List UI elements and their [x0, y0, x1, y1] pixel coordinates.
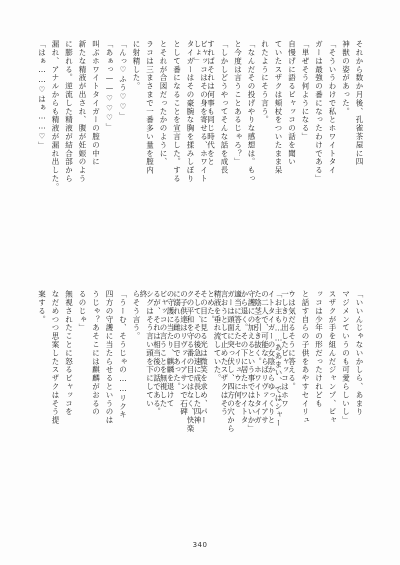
text-line: 叫ぶホワイトタイガーの膣の中に — [91, 40, 101, 166]
text-line: その目に見る光は微笑を求め、パー — [199, 290, 209, 425]
text-line: 「はぁ……♡はぁ……♡」 — [37, 40, 47, 150]
text-line: うじゃ？あそこには麒麟がおるの — [91, 290, 101, 416]
text-line: ガーは最強の番になったわけである」 — [314, 40, 324, 183]
text-line: 漏れ、アナルからも精液が漏れ出した。 — [51, 40, 60, 192]
text-line: の二人で、可能ならばリヴァイアサ — [260, 290, 270, 425]
text-line: らそう言う。 — [132, 290, 141, 341]
text-line: 案する。 — [37, 290, 47, 324]
text-line: ラコは三まさまで一番多い量を膣内 — [145, 40, 155, 175]
text-line: イトタイガーの女陰からゆっくりと — [267, 290, 276, 425]
text-line: 一しきり出したビャッコはホワ — [280, 290, 290, 408]
page-number: 340 — [192, 541, 208, 549]
text-line: から退く。その下に居たホワイトタ — [240, 290, 249, 425]
text-line: なだめつつ思案したスザクはそう提 — [51, 290, 60, 425]
text-line: 守護にの加えるという事ではないか」 — [247, 290, 256, 433]
text-line: 言おうとして止めたスザクはそう — [220, 290, 229, 416]
text-line: 「お主も……ああまい、ではシャー — [274, 290, 283, 428]
text-line: 神獣の姿があった。 — [341, 40, 351, 116]
text-line: ビャッコの言うことを無視した — [159, 290, 168, 408]
text-line: 「んっ♡ふう♡♡」 — [118, 40, 128, 121]
text-line: 新たな精液が出され、腹が妊娠のよう — [78, 40, 87, 183]
text-line: 「いいんじゃないかしら、あまり — [355, 290, 364, 416]
text-line: と話す自らの子供をあやすセイリュ — [301, 290, 310, 425]
text-line: タイガーはその豪腕な胸を揉みしぼり — [186, 40, 195, 183]
text-line: ビャッコはその身を寄せる、ホワイト — [199, 40, 209, 183]
text-line: の守護に当たり、麒麟を退けて — [166, 290, 175, 408]
text-line: 「うーむ、そうじゃの……リクキ — [118, 290, 128, 419]
text-line: ウは気だるそうに答える。 — [287, 290, 297, 391]
text-line: 「そういうわけで私とホワイトタイ — [328, 40, 337, 175]
text-line: に溺れる雌の目であった。 — [172, 290, 182, 391]
text-line: た陰茎を引き抜く。ホワイトタイガ — [253, 290, 263, 425]
text-line: クの平和を守る番の目ではなく、快楽 — [186, 290, 195, 433]
text-line: に膨れる。逆流した精液が結合部から — [64, 40, 74, 183]
text-line: 「あぁっ——♡♡♡」 — [105, 40, 114, 132]
text-line: とめた。 — [206, 290, 216, 324]
text-line: スザクが手を組んだジャンプ、ビャ — [328, 290, 337, 425]
text-line: とそれが合図だったかのように、 — [159, 40, 168, 166]
text-line: シグはそう言い頭を下にしてい — [145, 290, 155, 408]
text-line: ていたスザクは頬杖をついたまま呆 — [274, 40, 283, 175]
lower-left-text-block — [35, 290, 292, 530]
text-line: 精液を垂れ流していた。 — [213, 290, 222, 383]
text-line: るが、それは相当後の話である。 — [152, 290, 162, 416]
text-line: 「しかしどうやってそんな話を成長 — [220, 40, 229, 175]
text-line: 自慢げに語るビャッコの話を聞い — [287, 40, 297, 166]
text-line: るのじゃ」 — [78, 290, 87, 332]
text-line: それから数か月後、孔雀茶屋に四 — [355, 40, 364, 166]
text-line: 四方の守護に当たらせるというのは — [105, 290, 114, 425]
text-line: マジメンていうのも可愛らしいし」 — [341, 290, 351, 425]
text-line: ガーは頭面に突っ伏し、四方の穴から — [226, 290, 236, 433]
end-mark: 終 — [139, 290, 148, 299]
upper-left-text-block — [35, 40, 211, 265]
text-line: 無視されたことに怒るビャッコを — [64, 290, 74, 416]
upper-right-text-block — [191, 40, 367, 265]
text-line: の子供達はリヴァイアサンで石碑 — [179, 290, 189, 416]
text-line: 「なんだその投げやりな感想は。もっ — [247, 40, 256, 183]
text-line: しょ」 — [193, 40, 202, 66]
text-line: すればそれは何事も同じ時代をと — [206, 40, 216, 166]
text-line: 適当に答えたセイリュウに何を — [233, 290, 243, 408]
text-line: ッコは少年の形だったけれども — [314, 290, 324, 408]
text-line: 「単ぜそう何ようになる」 — [301, 40, 310, 141]
text-line: に射精した。 — [132, 40, 141, 91]
text-line: と今度は言うことあるじゃろ？」 — [233, 40, 243, 166]
text-line: れたようにそう言う。 — [260, 40, 270, 124]
text-line: そして、その後急速に成長した四神 — [193, 290, 202, 425]
text-line: として番になることを宣言した。する — [172, 40, 182, 183]
